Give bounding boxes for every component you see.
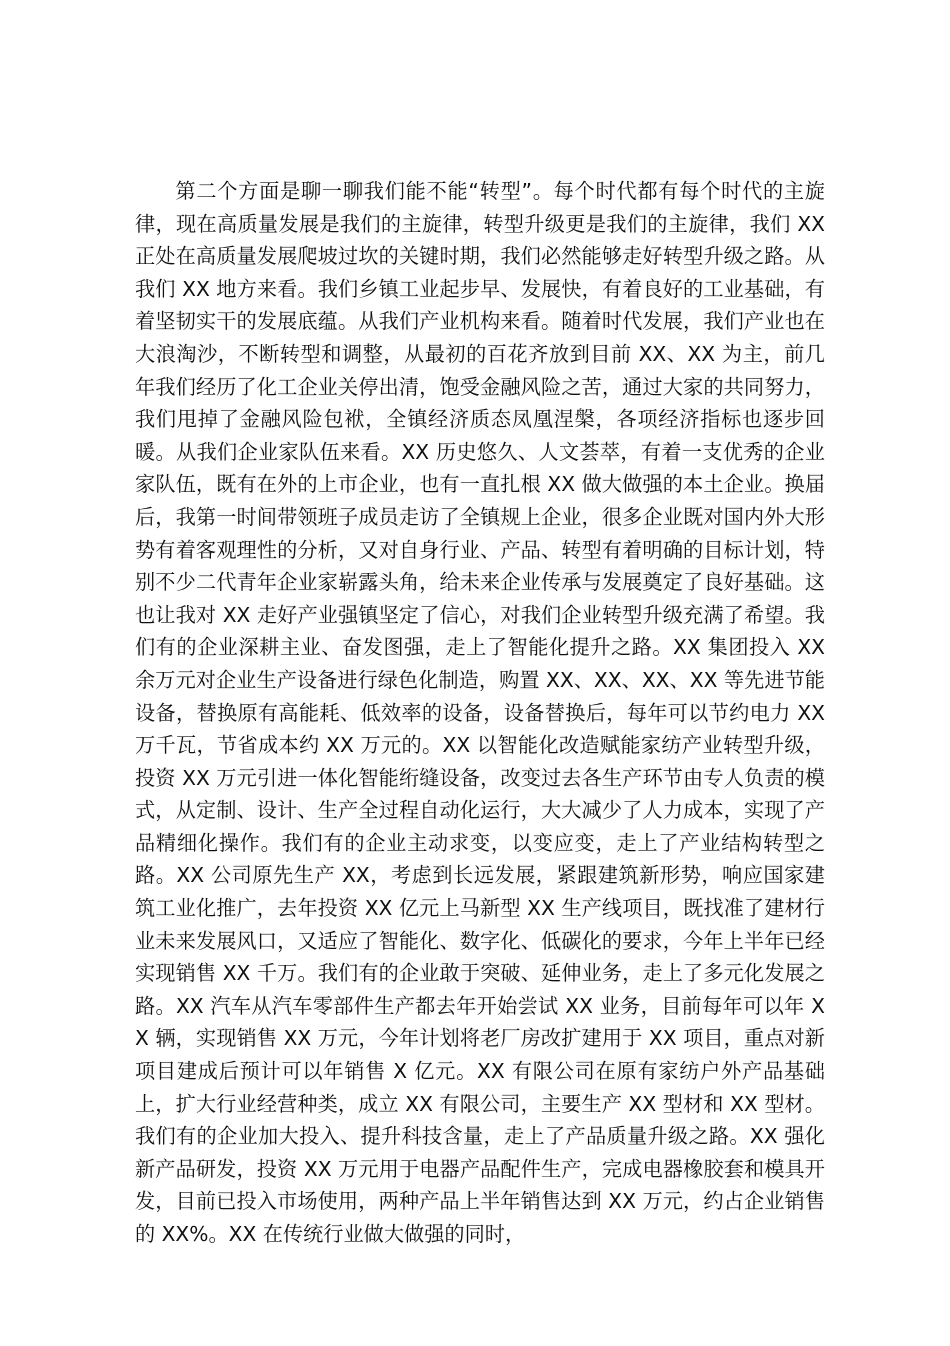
body-paragraph: 第二个方面是聊一聊我们能不能“转型”。每个时代都有每个时代的主旋律，现在高质量发展是我们的主旋律，转型升级更是我们的主旋律，我们 XX 正处在高质量发展爬坡过坎的关键时期，我们必然能够走好转型升级之路。从我们 XX 地方来看。我们乡镇工业起步早、发展快，有着良好的工业基础，有着坚韧实干的发展底蕴。从我们产业机构来看。随着时代发展，我们产业也在大浪淘沙，不断转型和调整，从最初的百花齐放到目前 XX、XX 为主，前几年我们经历了化工企业关停出清，饱受金融风险之苦，通过大家的共同努力，我们甩掉了金融风险包袱，全镇经济质态凤凰涅槃，各项经济指标也逐步回暖。从我们企业家队伍来看。XX 历史悠久、人文荟萃，有着一支优秀的企业家队伍，既有在外的上市企业，也有一直扎根 XX 做大做强的本土企业。换届后，我第一时间带领班子成员走访了全镇规上企业，很多企业既对国内外大形势有着客观理性的分析，又对自身行业、产品、转型有着明确的目标计划，特别不少二代青年企业家崭露头角，给未来企业传承与发展奠定了良好基础。这也让我对 XX 走好产业强镇坚定了信心，对我们企业转型升级充满了希望。我们有的企业深耕主业、奋发图强，走上了智能化提升之路。XX 集团投入 XX 余万元对企业生产设备进行绿色化制造，购置 XX、XX、XX、XX 等先进节能设备，替换原有高能耗、低效率的设备，设备替换后，每年可以节约电力 XX 万千瓦，节省成本约 XX 万元的。XX 以智能化改造赋能家纺产业转型升级，投资 XX 万元引进一体化智能绗缝设备，改变过去各生产环节由专人负责的模式，从定制、设计、生产全过程自动化运行，大大减少了人力成本，实现了产品精细化操作。我们有的企业主动求变，以变应变，走上了产业结构转型之路。XX 公司原先生产 XX，考虑到长远发展，紧跟建筑新形势，响应国家建筑工业化推广，去年投资 XX 亿元上马新型 XX 生产线项目，既找准了建材行业未来发展风口，又适应了智能化、数字化、低碳化的要求，今年上半年已经实现销售 XX 千万。我们有的企业敢于突破、延伸业务，走上了多元化发展之路。XX 汽车从汽车零部件生产都去年开始尝试 XX 业务，目前每年可以年 XX 辆，实现销售 XX 万元，今年计划将老厂房改扩建用于 XX 项目，重点对新项目建成后预计可以年销售 X 亿元。XX 有限公司在原有家纺户外产品基础上，扩大行业经营种类，成立 XX 有限公司，主要生产 XX 型材和 XX 型材。我们有的企业加大投入、提升科技含量，走上了产品质量升级之路。XX 强化新产品研发，投资 XX 万元用于电器产品配件生产，完成电器橡胶套和模具开发，目前已投入市场使用，两种产品上半年销售达到 XX 万元，约占企业销售的 XX%。XX 在传统行业做大做强的同时， (135, 179, 825, 1246)
